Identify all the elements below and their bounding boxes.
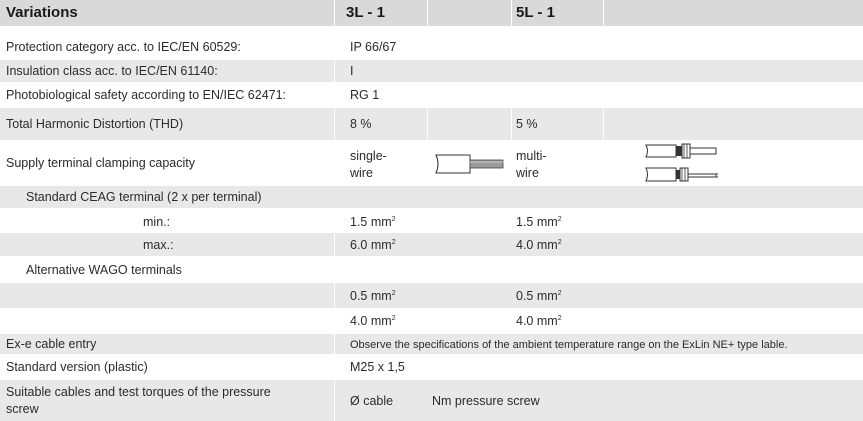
header-title: Variations <box>6 4 78 21</box>
row-cables <box>0 380 863 421</box>
row-wago-2 <box>0 309 863 333</box>
exe-label: Ex-e cable entry <box>6 337 97 351</box>
row-wago-1 <box>0 283 863 308</box>
row-exe <box>0 334 863 354</box>
standard-value: M25 x 1,5 <box>350 360 405 374</box>
protection-label: Protection category acc. to IEC/EN 60529: <box>6 40 241 54</box>
supply-5l-line1: multi- <box>516 149 547 163</box>
photobio-label: Photobiological safety according to EN/IEC 62471: <box>6 88 287 102</box>
header-row <box>0 0 863 26</box>
ceag-max-5l: 4.0 $mm^2$ <box>516 238 562 252</box>
header-col-3l: 3L - 1 <box>346 4 385 21</box>
row-standard <box>0 356 863 378</box>
row-wago <box>0 258 863 282</box>
multi-wire-ferrule-icon <box>644 142 720 160</box>
cables-label-line2: screw <box>6 402 39 416</box>
row-ceag <box>0 186 863 208</box>
supply-3l-line1: single- <box>350 149 387 163</box>
ceag-min-3l: 1.5 $mm^2$ <box>350 215 396 229</box>
row-insulation <box>0 60 863 82</box>
row-ceag-min <box>0 210 863 232</box>
cables-label-line1: Suitable cables and test torques of the pressure <box>6 385 271 399</box>
thd-value-3l: 8 % <box>350 117 372 131</box>
thd-label: Total Harmonic Distortion (THD) <box>6 117 184 131</box>
ceag-label: Standard CEAG terminal (2 x per terminal) <box>26 190 262 204</box>
wago-2-3l: 4.0 $mm^2$ <box>350 314 396 328</box>
supply-3l-line2: wire <box>350 166 373 180</box>
single-wire-icon <box>434 153 506 175</box>
wago-1-5l: 0.5 $mm^2$ <box>516 289 562 303</box>
thd-value-5l: 5 % <box>516 117 538 131</box>
supply-5l-line2: wire <box>516 166 539 180</box>
row-ceag-max <box>0 233 863 256</box>
cables-col-torque: Nm pressure screw <box>432 394 540 408</box>
header-col-5l: 5L - 1 <box>516 4 555 21</box>
exe-note: Observe the specifications of the ambient temperature range on the ExLin NE+ type lable. <box>350 339 788 351</box>
multi-wire-stripped-icon <box>644 165 720 185</box>
cables-col-diameter: Ø cable <box>350 394 394 408</box>
ceag-min-label: min.: <box>143 215 171 229</box>
insulation-label: Insulation class acc. to IEC/EN 61140: <box>6 64 218 78</box>
row-supply <box>0 142 863 184</box>
ceag-min-5l: 1.5 $mm^2$ <box>516 215 562 229</box>
ceag-max-3l: 6.0 $mm^2$ <box>350 238 396 252</box>
row-photobio <box>0 84 863 106</box>
supply-label: Supply terminal clamping capacity <box>6 156 195 170</box>
wago-label: Alternative WAGO terminals <box>26 263 182 277</box>
row-protection <box>0 36 863 58</box>
insulation-value: I <box>350 64 354 78</box>
wago-1-3l: 0.5 $mm^2$ <box>350 289 396 303</box>
ceag-max-label: max.: <box>143 238 174 252</box>
row-thd <box>0 108 863 140</box>
standard-label: Standard version (plastic) <box>6 360 148 374</box>
photobio-value: RG 1 <box>350 88 380 102</box>
wago-2-5l: 4.0 $mm^2$ <box>516 314 562 328</box>
protection-value: IP 66/67 <box>350 40 397 54</box>
